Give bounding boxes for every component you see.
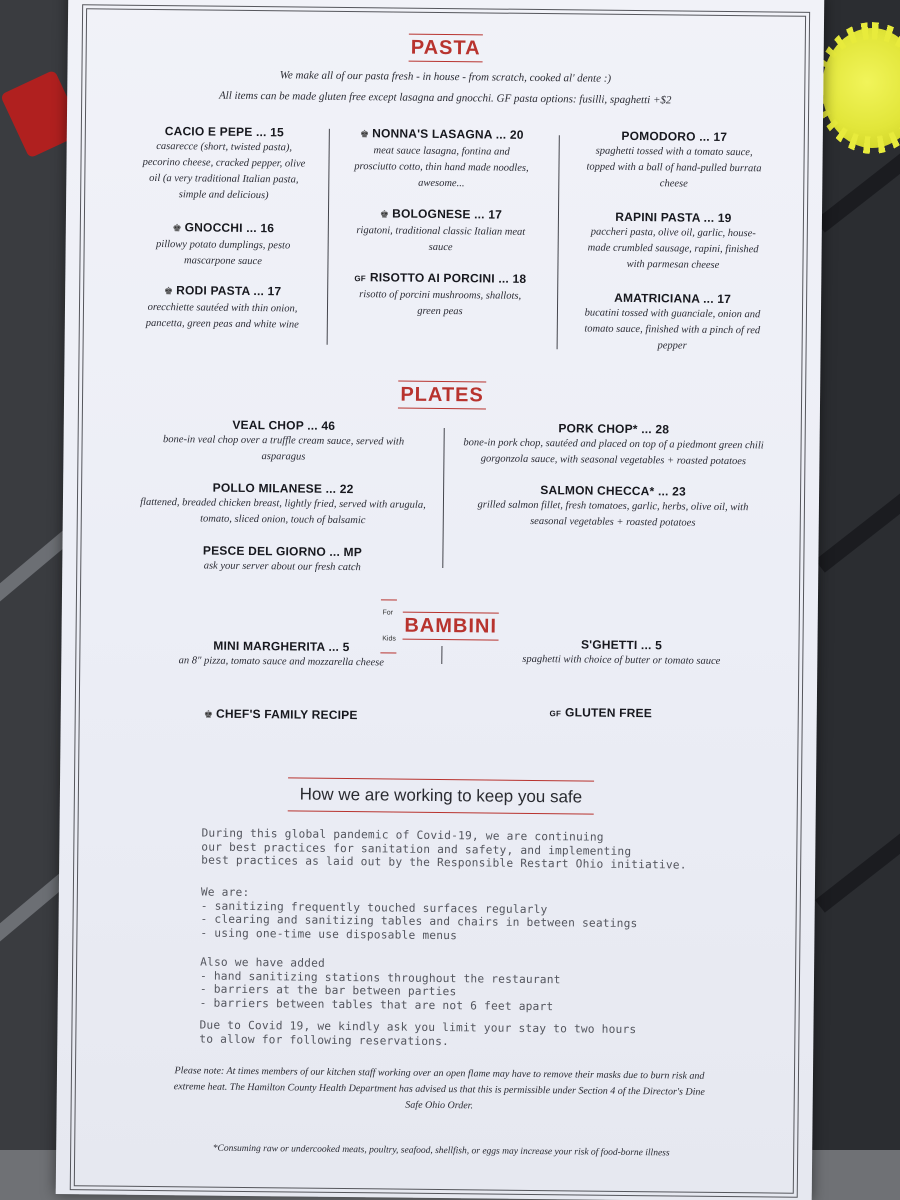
item-name: S'GHETTI ... 5 [580, 637, 663, 653]
food-safety-disclaimer: *Consuming raw or undercooked meats, poultry, seafood, shellfish, or eggs may increase your risk of food-borne illness [212, 1143, 670, 1159]
chef-hat-icon: ♚ [203, 709, 214, 721]
menu-item [143, 416, 423, 467]
chef-hat-icon: ♚ [359, 129, 370, 141]
menu-item [138, 479, 428, 530]
item-description: an 8" pizza, tomato sauce and mozzarella cheese [178, 655, 384, 669]
item-description: risotto of porcini mushrooms, shallots, green peas [359, 289, 522, 318]
item-name: SALMON CHECCA* ... 23 [540, 483, 686, 499]
menu-item [463, 481, 763, 532]
item-name: POMODORO ... 17 [621, 128, 728, 144]
pasta-note-fresh: We make all of our pasta fresh - in house - from scratch, cooked al' dente :) [279, 69, 612, 85]
item-description: grilled salmon fillet, fresh tomatoes, garlic, herbs, olive oil, with seasonal vegetables + roasted potatoes [477, 499, 749, 529]
item-description: spaghetti tossed with a tomato sauce, topped with a ball of hand-pulled burrata cheese [586, 145, 762, 190]
menu-item [151, 637, 411, 672]
menu-item [580, 208, 766, 274]
safety-heading: How we are working to keep you safe [288, 777, 594, 814]
item-name: GF RISOTTO AI PORCINI ... 18 [354, 270, 527, 286]
item-name: MINI MARGHERITA ... 5 [213, 638, 350, 655]
item-name: RAPINI PASTA ... 19 [615, 209, 732, 226]
item-description: rigatoni, traditional classic Italian meat sauce [356, 225, 526, 254]
menu-item [581, 127, 767, 193]
menu-item [458, 419, 768, 470]
item-name: VEAL CHOP ... 46 [232, 417, 336, 433]
chef-hat-icon: ♚ [163, 286, 174, 298]
bambini-heading: For KidsBAMBINI [61, 596, 818, 658]
plates-heading: PLATES [64, 377, 820, 413]
item-name: CACIO E PEPE ... 15 [164, 124, 284, 140]
item-name: PORK CHOP* ... 28 [558, 421, 670, 437]
pasta-heading: PASTA [68, 30, 824, 66]
menu-item [136, 123, 312, 205]
item-name: ♚ RODI PASTA ... 17 [163, 283, 282, 299]
item-name: ♚ GNOCCHI ... 16 [136, 219, 311, 239]
item-description: pillowy potato dumplings, pesto mascarpone sauce [156, 239, 291, 268]
column-divider [441, 646, 442, 664]
safety-stay-limit: Due to Covid 19, we kindly ask you limit your stay to two hours to allow for following reservations. [199, 1018, 637, 1048]
menu-item [491, 636, 751, 671]
item-description: paccheri pasta, olive oil, garlic, house-made crumbled sausage, rapini, finished with parmesan cheese [587, 226, 759, 271]
chef-hat-icon: ♚ [379, 209, 390, 221]
item-description: bucatini tossed with guanciale, onion and tomato sauce, finished with a pinch of red pepper [584, 307, 761, 352]
yellow-spiky-ball [822, 28, 900, 148]
item-description: casarecce (short, twisted pasta), pecorino cheese, cracked pepper, olive oil (a very traditional Italian pasta, simple and delicious) [142, 141, 306, 202]
legend-chef-recipe: ♚ CHEF'S FAMILY RECIPE [203, 706, 358, 723]
menu-item [351, 125, 532, 193]
item-description: spaghetti with choice of butter or tomato sauce [522, 653, 721, 667]
pasta-note-gluten-free: All items can be made gluten free except lasagna and gnocchi. GF pasta options: fusilli, spaghetti +$2 [218, 89, 672, 107]
gluten-free-mark: GF [549, 709, 562, 719]
item-description: meat sauce lasagna, fontina and prosciutto cotto, thin hand made noodles, awesome... [354, 145, 529, 190]
item-name: POLLO MILANESE ... 22 [212, 480, 354, 497]
for-kids-tag: For Kids [380, 599, 397, 653]
chef-hat-icon: ♚ [172, 223, 182, 235]
menu-item [350, 269, 531, 321]
item-name: AMATRICIANA ... 17 [614, 290, 732, 307]
safety-list-we-are: We are: - sanitizing frequently touched surfaces regularly - clearing and sanitizing tables and chairs in between seatings - using one-time use disposable menus [200, 885, 638, 942]
item-name: PESCE DEL GIORNO ... MP [202, 543, 363, 560]
item-description: bone-in pork chop, sautéed and placed on top of a piedmont green chili gorgonzola sauce, with seasonal vegetables + roasted potatoes [463, 437, 764, 468]
menu-item [135, 219, 311, 271]
gluten-free-mark: GF [354, 274, 366, 284]
safety-list-added: Also we have added - hand sanitizing stations throughout the restaurant - barriers at the bar between parties - barriers between tables that are not 6 feet apart [199, 955, 561, 1013]
menu-item [580, 289, 766, 355]
item-description: orecchiette sautéed with thin onion, pancetta, green peas and white wine [145, 301, 299, 331]
item-name: ♚ BOLOGNESE ... 17 [379, 206, 503, 222]
menu-item [142, 542, 422, 577]
menu-item [135, 282, 311, 334]
menu-paper [56, 0, 825, 1200]
item-name: ♚ NONNA'S LASAGNA ... 20 [359, 126, 524, 142]
item-description: flattened, breaded chicken breast, lightly fried, served with arugula, tomato, sliced onion, touch of balsamic [140, 496, 426, 527]
menu-item [351, 205, 532, 257]
safety-paragraph: During this global pandemic of Covid-19, we are continuing our best practices for sanitation and safety, and implementing best practices as laid out by the Responsible Restart Ohio initiative. [201, 826, 687, 872]
mask-notice: Please note: At times members of our kitchen staff working over an open flame may have to remove their masks due to burn risk and extreme heat. The Hamilton County Health Department has advised us that this is permissible under Section 4 of the Director's Dine Safe Ohio Order. [173, 1065, 705, 1112]
item-description: bone-in veal chop over a truffle cream sauce, served with asparagus [163, 434, 405, 463]
legend-gluten-free: GF GLUTEN FREE [549, 705, 653, 721]
item-description: ask your server about our fresh catch [203, 560, 361, 574]
